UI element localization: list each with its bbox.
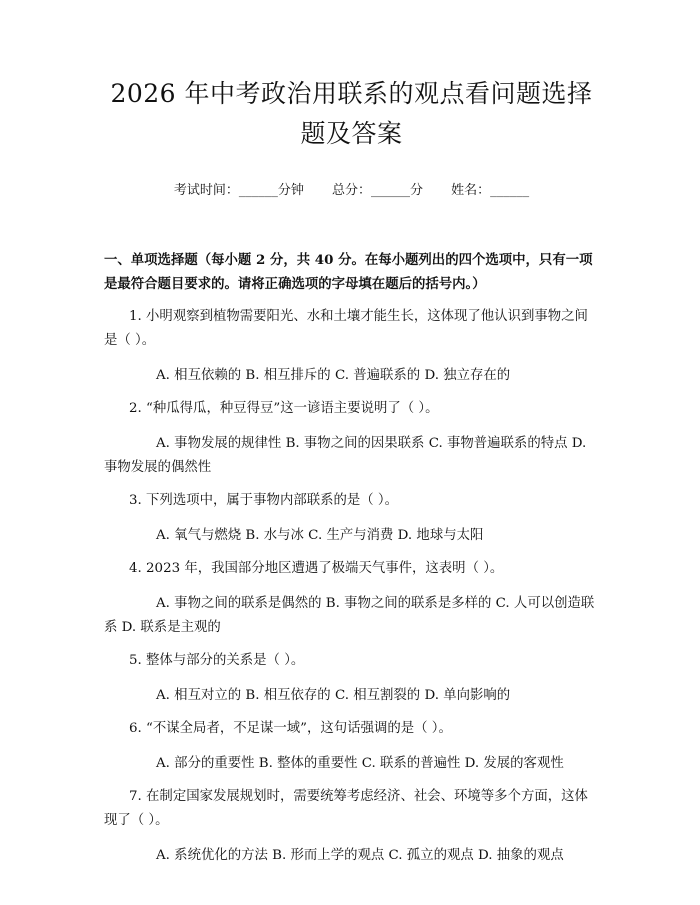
question-2-options: A. 事物发展的规律性 B. 事物之间的因果联系 C. 事物普遍联系的特点 D. 事物发展的偶然性: [104, 436, 587, 475]
exam-meta: [104, 179, 599, 198]
section-heading: 一、单项选择题（每小题 2 分，共 40 分。在每小题列出的四个选项中，只有一项是最符合题目要求的。请将正确选项的字母填在题后的括号内。）: [104, 252, 593, 292]
question-7-stem: 7. 在制定国家发展规划时，需要统筹考虑经济、社会、环境等多个方面，这体现了（ ）。: [104, 789, 588, 828]
question-7-options: A. 系统优化的方法 B. 形而上学的观点 C. 孤立的观点 D. 抽象的观点: [156, 848, 564, 863]
question-1-options: A. 相互依赖的 B. 相互排斥的 C. 普遍联系的 D. 独立存在的: [156, 368, 511, 383]
student-name: 姓名：______: [451, 183, 530, 198]
question-3-options: A. 氧气与燃烧 B. 水与冰 C. 生产与消费 D. 地球与太阳: [156, 528, 484, 543]
question-4-options: A. 事物之间的联系是偶然的 B. 事物之间的联系是多样的 C. 人可以创造联系 D. 联系是主观的: [104, 596, 595, 635]
question-5-stem: 5. 整体与部分的关系是（ ）。: [129, 653, 305, 668]
document-title: 2026 年中考政治用联系的观点看问题选择题及答案: [110, 79, 593, 148]
question-3-stem: 3. 下列选项中，属于事物内部联系的是（ ）。: [129, 493, 399, 508]
question-6-stem: 6. “不谋全局者，不足谋一域”，这句话强调的是（ ）。: [129, 721, 452, 736]
question-5-options: A. 相互对立的 B. 相互依存的 C. 相互割裂的 D. 单向影响的: [156, 688, 511, 703]
exam-time: 考试时间：______分钟: [173, 183, 304, 198]
question-6-options: A. 部分的重要性 B. 整体的重要性 C. 联系的普遍性 D. 发展的客观性: [156, 756, 564, 771]
question-1-stem: 1. 小明观察到植物需要阳光、水和土壤才能生长，这体现了他认识到事物之间是（ ）。: [104, 309, 588, 348]
question-4-stem: 4. 2023 年，我国部分地区遭遇了极端天气事件，这表明（ ）。: [129, 561, 504, 576]
total-score: 总分：______分: [331, 183, 423, 198]
question-list: [104, 305, 599, 868]
question-2-stem: 2. “种瓜得瓜，种豆得豆”这一谚语主要说明了（ ）。: [129, 401, 439, 416]
